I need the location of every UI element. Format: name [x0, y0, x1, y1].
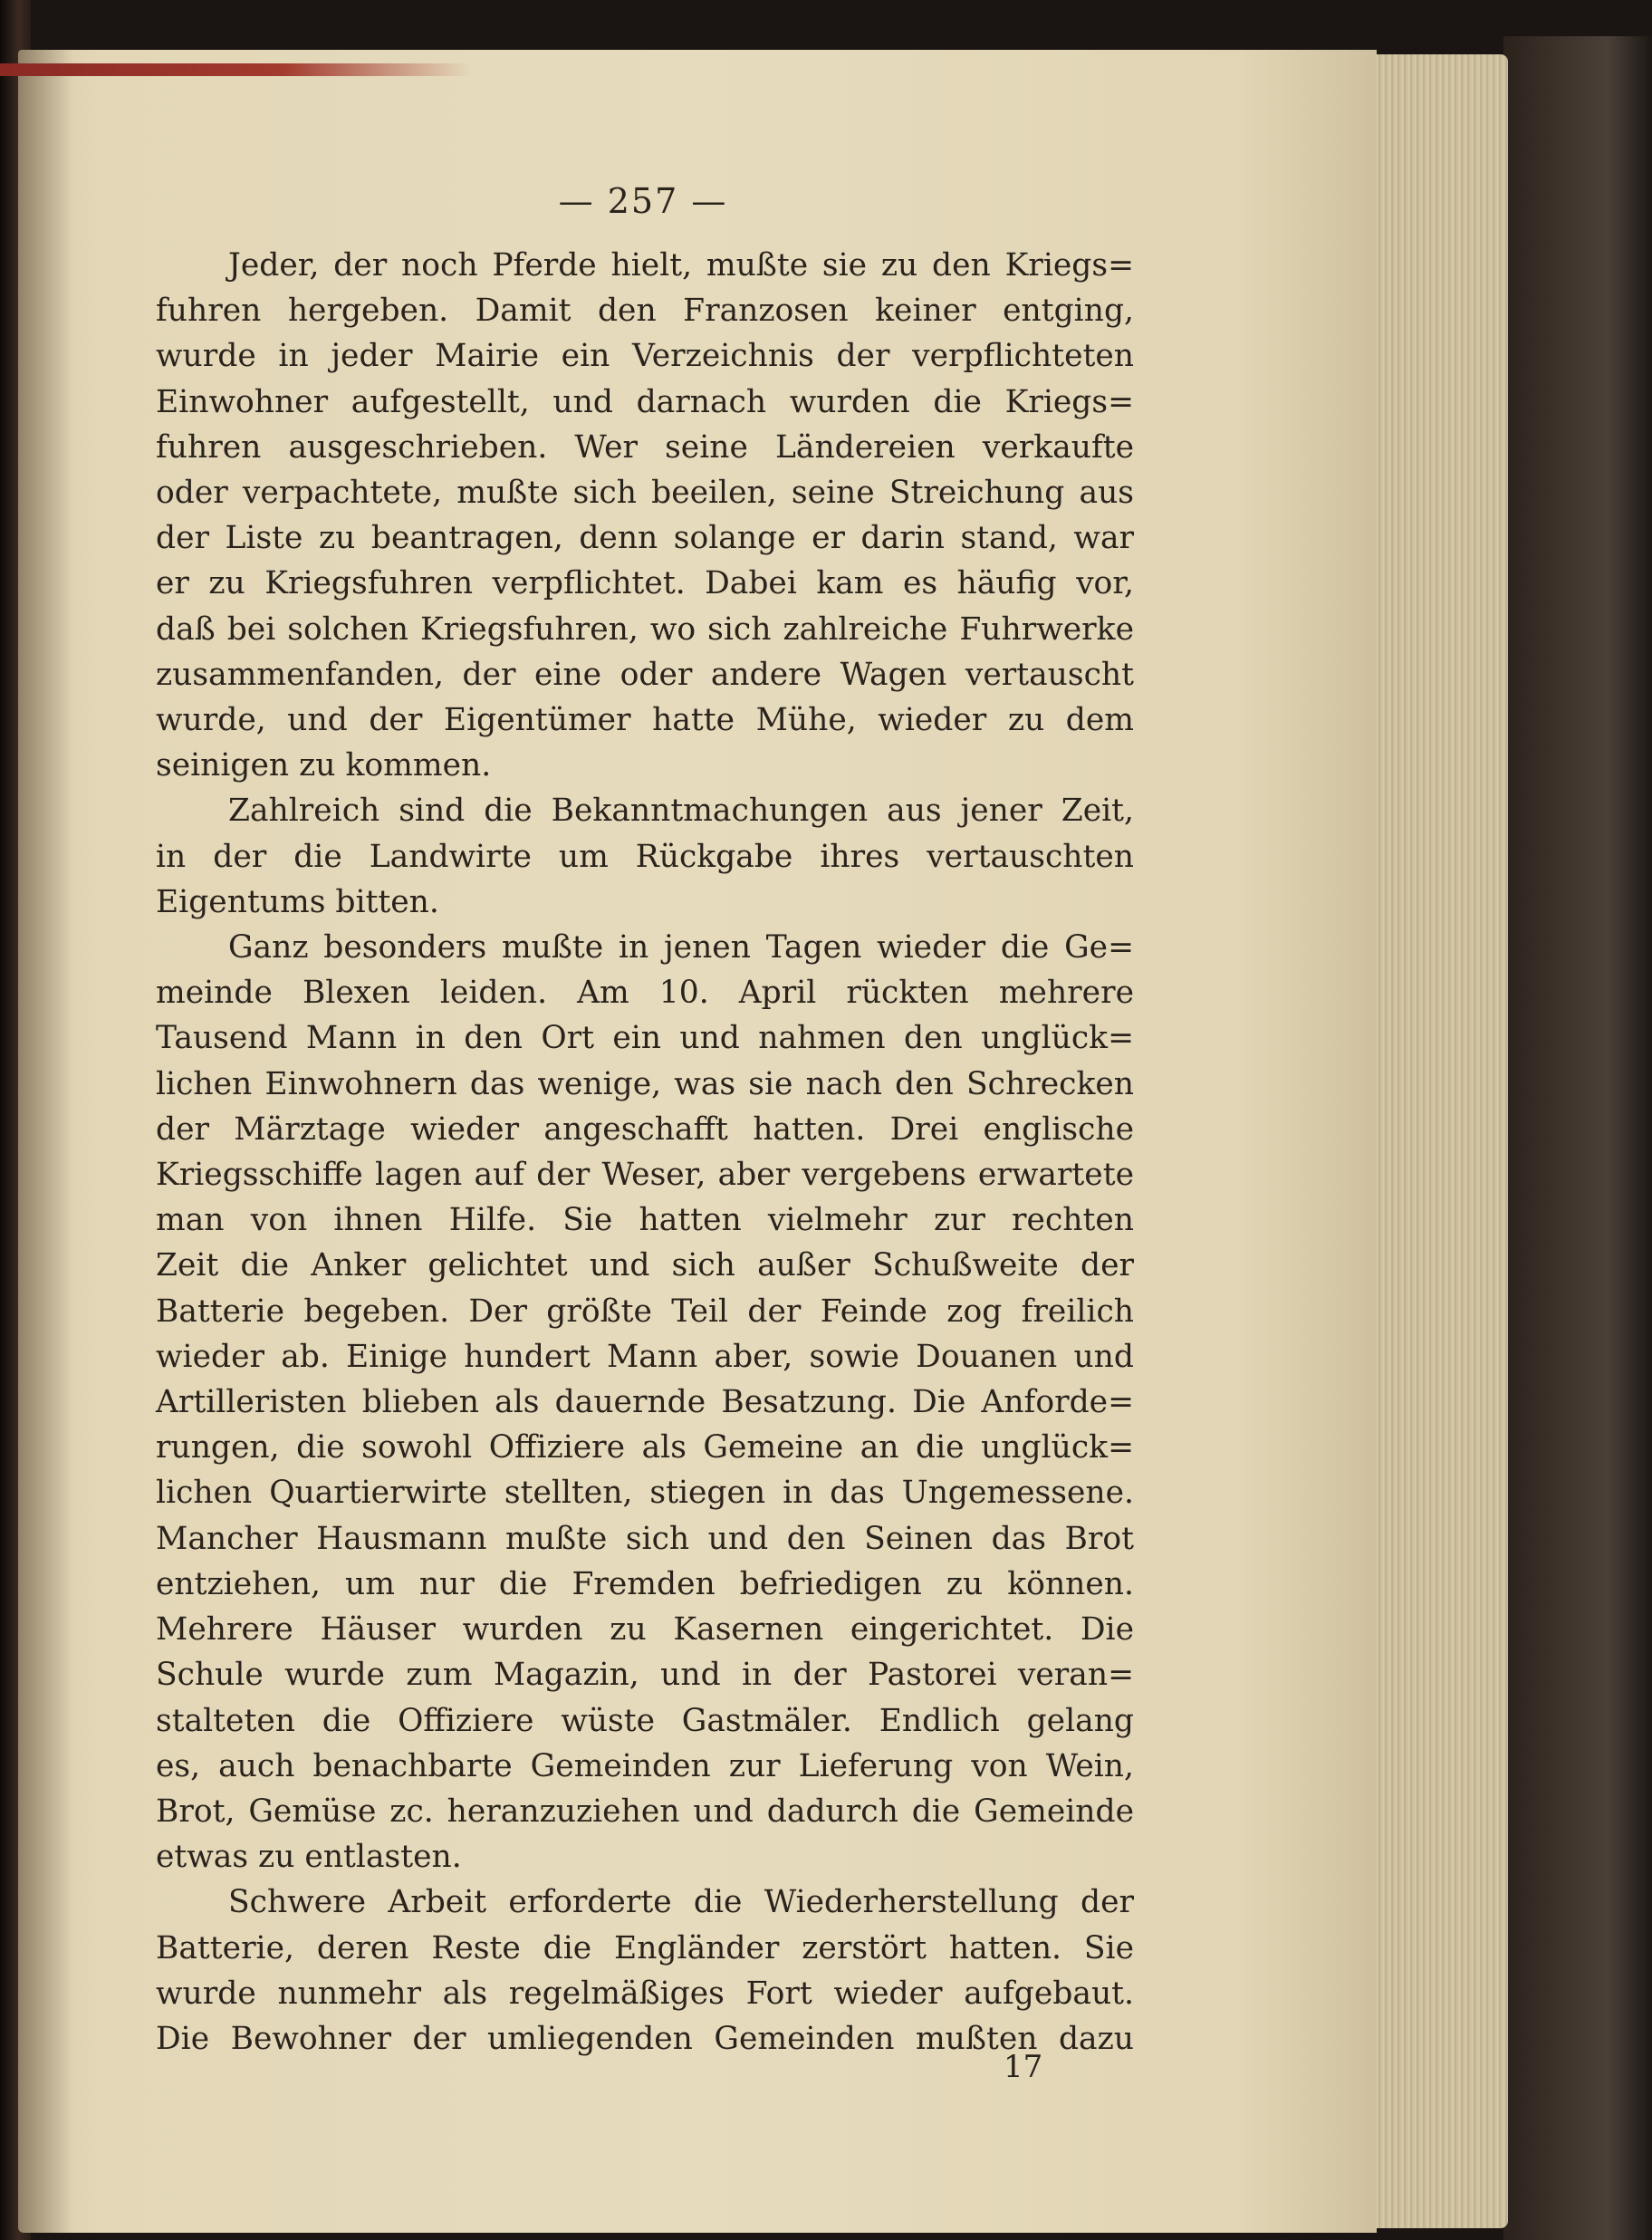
- text-line: zusammenfanden, der eine oder andere Wagen vertauscht: [156, 656, 1134, 693]
- signature-mark: 17: [1004, 2049, 1043, 2085]
- text-line: Eigentums bitten.: [156, 883, 439, 920]
- text-line: der Liste zu beantragen, denn solange er darin stand, war: [156, 520, 1134, 557]
- text-line: Schule wurde zum Magazin, und in der Pastorei veran=: [156, 1657, 1134, 1694]
- text-line: fuhren ausgeschrieben. Wer seine Ländereien verkaufte: [156, 428, 1134, 466]
- text-line: Batterie, deren Reste die Engländer zerstört hatten. Sie: [156, 1929, 1134, 1966]
- text-line: Einwohner aufgestellt, und darnach wurden die Kriegs=: [156, 383, 1134, 420]
- text-line: Mancher Hausmann mußte sich und den Seinen das Brot: [156, 1520, 1134, 1557]
- text-line: Zeit die Anker gelichtet und sich außer Schußweite der: [156, 1247, 1134, 1284]
- right-cover-edge: [1503, 36, 1652, 2240]
- text-line: entziehen, um nur die Fremden befriedigen zu können.: [156, 1565, 1134, 1602]
- text-line: es, auch benachbarte Gemeinden zur Lieferung von Wein,: [156, 1747, 1134, 1784]
- text-line: daß bei solchen Kriegsfuhren, wo sich zahlreiche Fuhrwerke: [156, 610, 1134, 648]
- page-number-header: — 257 —: [558, 181, 728, 221]
- text-line: lichen Einwohnern das wenige, was sie nach den Schrecken: [156, 1065, 1134, 1102]
- paragraph-3: [156, 925, 1134, 1879]
- text-line: Kriegsschiffe lagen auf der Weser, aber vergebens erwartete: [156, 1157, 1134, 1194]
- text-line: in der die Landwirte um Rückgabe ihres vertauschten: [156, 838, 1134, 875]
- text-line: fuhren hergeben. Damit den Franzosen keiner entging,: [156, 293, 1134, 330]
- paragraph-1: [156, 243, 1134, 788]
- bookmark-ribbon: [0, 63, 471, 76]
- paragraph-4: [156, 1879, 1134, 2062]
- text-line: Mehrere Häuser wurden zu Kasernen eingerichtet. Die: [156, 1611, 1134, 1649]
- text-line: Brot, Gemüse zc. heranzuziehen und dadurch die Gemeinde: [156, 1793, 1134, 1830]
- text-line: meinde Blexen leiden. Am 10. April rückten mehrere: [156, 975, 1134, 1012]
- text-line: Tausend Mann in den Ort ein und nahmen den unglück=: [156, 1020, 1134, 1057]
- text-line: Die Bewohner der umliegenden Gemeinden mußten dazu: [156, 2020, 1134, 2057]
- text-line: Artilleristen blieben als dauernde Besatzung. Die Anforde=: [156, 1384, 1134, 1421]
- text-line: er zu Kriegsfuhren verpflichtet. Dabei kam es häufig vor,: [156, 565, 1134, 602]
- text-line: der Märztage wieder angeschafft hatten. Drei englische: [156, 1110, 1134, 1148]
- text-line: rungen, die sowohl Offiziere als Gemeine an die unglück=: [156, 1429, 1134, 1466]
- text-line: man von ihnen Hilfe. Sie hatten vielmehr zur rechten: [156, 1202, 1134, 1239]
- paragraph-2: [156, 788, 1134, 925]
- text-line: wurde, und der Eigentümer hatte Mühe, wieder zu dem: [156, 702, 1134, 739]
- text-line: Ganz besonders mußte in jenen Tagen wieder die Ge=: [228, 929, 1134, 966]
- text-line: Schwere Arbeit erforderte die Wiederherstellung der: [228, 1884, 1134, 1921]
- text-line: wurde in jeder Mairie ein Verzeichnis der verpflichteten: [156, 338, 1134, 375]
- text-line: lichen Quartierwirte stellten, stiegen in das Ungemessene.: [156, 1475, 1134, 1512]
- text-line: Jeder, der noch Pferde hielt, mußte sie zu den Kriegs=: [228, 247, 1134, 284]
- gutter-shadow: [18, 50, 72, 2233]
- body-text: [156, 243, 1134, 2062]
- text-line: Batterie begeben. Der größte Teil der Feinde zog freilich: [156, 1293, 1134, 1330]
- text-line: oder verpachtete, mußte sich beeilen, seine Streichung aus: [156, 475, 1134, 512]
- text-line: seinigen zu kommen.: [156, 747, 492, 784]
- text-line: stalteten die Offiziere wüste Gastmäler. Endlich gelang: [156, 1702, 1134, 1739]
- text-line: etwas zu entlasten.: [156, 1839, 462, 1876]
- text-line: wieder ab. Einige hundert Mann aber, sowie Douanen und: [156, 1338, 1134, 1375]
- text-line: Zahlreich sind die Bekanntmachungen aus jener Zeit,: [228, 793, 1134, 830]
- text-line: wurde nunmehr als regelmäßiges Fort wieder aufgebaut.: [156, 1975, 1134, 2012]
